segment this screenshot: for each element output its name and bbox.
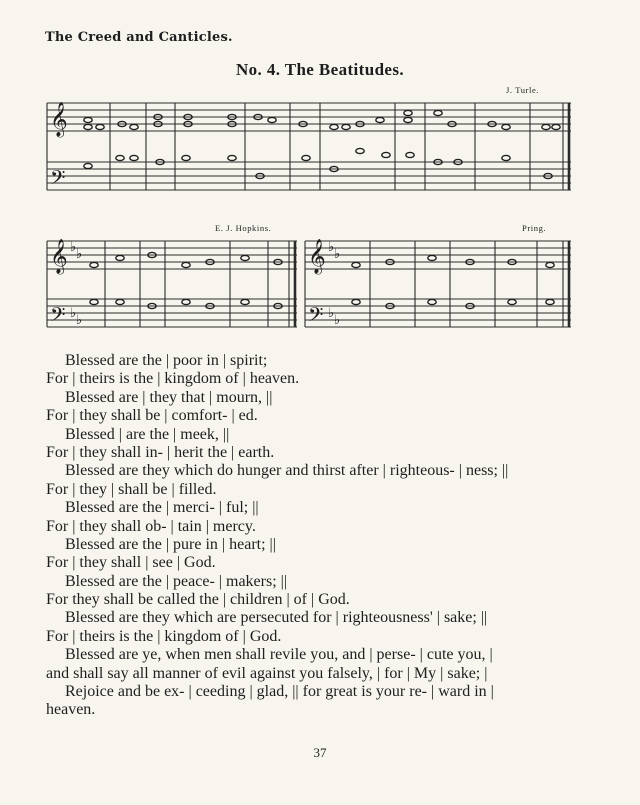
verse-line: Blessed are | they that | mourn, || (65, 388, 273, 406)
psalm-verses (46, 352, 586, 720)
treble-clef-icon: 𝄞 (50, 102, 68, 137)
staff-3-bass (305, 299, 571, 327)
verse-line: Rejoice and be ex- | ceeding | glad, || for great is your re- | ward in | (65, 683, 494, 701)
verse-line: heaven. (46, 701, 96, 719)
verse-line: Blessed are ye, when men shall revile you, and | perse- | cute you, | (65, 646, 493, 664)
composer-pring: Pring. (522, 223, 547, 233)
bass-clef-icon: 𝄢 (308, 303, 324, 331)
flat-icon: ♭ (328, 306, 335, 321)
flat-icon: ♭ (334, 313, 341, 328)
bass-clef-icon: 𝄢 (50, 166, 66, 194)
verse-line: For they shall be called the | children | of | God. (46, 591, 350, 609)
verse-line: Blessed are they which do hunger and thirst after | righteous- | ness; || (65, 462, 509, 480)
staff-2-treble (47, 241, 297, 269)
treble-clef-icon: 𝄞 (308, 239, 326, 274)
flat-icon: ♭ (76, 313, 83, 328)
chant-notes (84, 110, 560, 308)
hymn-title: No. 4. The Beatitudes. (235, 60, 405, 79)
flat-icon: ♭ (334, 247, 341, 262)
composer-hopkins: E. J. Hopkins. (215, 223, 272, 233)
verse-line: Blessed are the | pure in | heart; || (65, 535, 276, 553)
chant-music-notation (0, 0, 640, 345)
verse-line: Blessed are the | merci- | ful; || (65, 499, 259, 517)
verse-line: For | theirs is the | kingdom of | God. (46, 627, 282, 645)
barlines-3 (305, 241, 569, 327)
verse-line: For | they shall in- | herit the | earth. (46, 443, 275, 461)
verse-line: For | theirs is the | kingdom of | heaven. (46, 370, 300, 388)
flat-icon: ♭ (76, 247, 83, 262)
flat-icon: ♭ (328, 240, 335, 255)
staff-1-bass (47, 162, 571, 190)
barlines-1 (47, 103, 569, 190)
composer-turle: J. Turle. (506, 85, 540, 95)
barlines-2 (47, 241, 295, 327)
flat-icon: ♭ (70, 306, 77, 321)
staff-2-bass (47, 299, 297, 327)
verse-line: Blessed | are the | meek, || (65, 425, 230, 443)
verse-line: Blessed are the | peace- | makers; || (65, 572, 288, 590)
verse-line: and shall say all manner of evil against you falsely, | for | My | sake; | (46, 664, 488, 682)
bass-clef-icon: 𝄢 (50, 303, 66, 331)
staff-3-treble (305, 241, 571, 269)
running-head: The Creed and Canticles. (45, 30, 233, 45)
verse-line: Blessed are the | poor in | spirit; (65, 352, 268, 369)
page-number: 37 (313, 745, 327, 760)
flat-icon: ♭ (70, 240, 77, 255)
verse-line: For | they shall | see | God. (46, 554, 216, 572)
verse-line: For | they shall ob- | tain | mercy. (46, 517, 256, 535)
treble-clef-icon: 𝄞 (50, 239, 68, 274)
verse-line: Blessed are they which are persecuted for | righteousness' | sake; || (65, 609, 488, 627)
verse-line: For | they shall be | comfort- | ed. (46, 407, 258, 425)
verse-line: For | they | shall be | filled. (46, 480, 217, 498)
